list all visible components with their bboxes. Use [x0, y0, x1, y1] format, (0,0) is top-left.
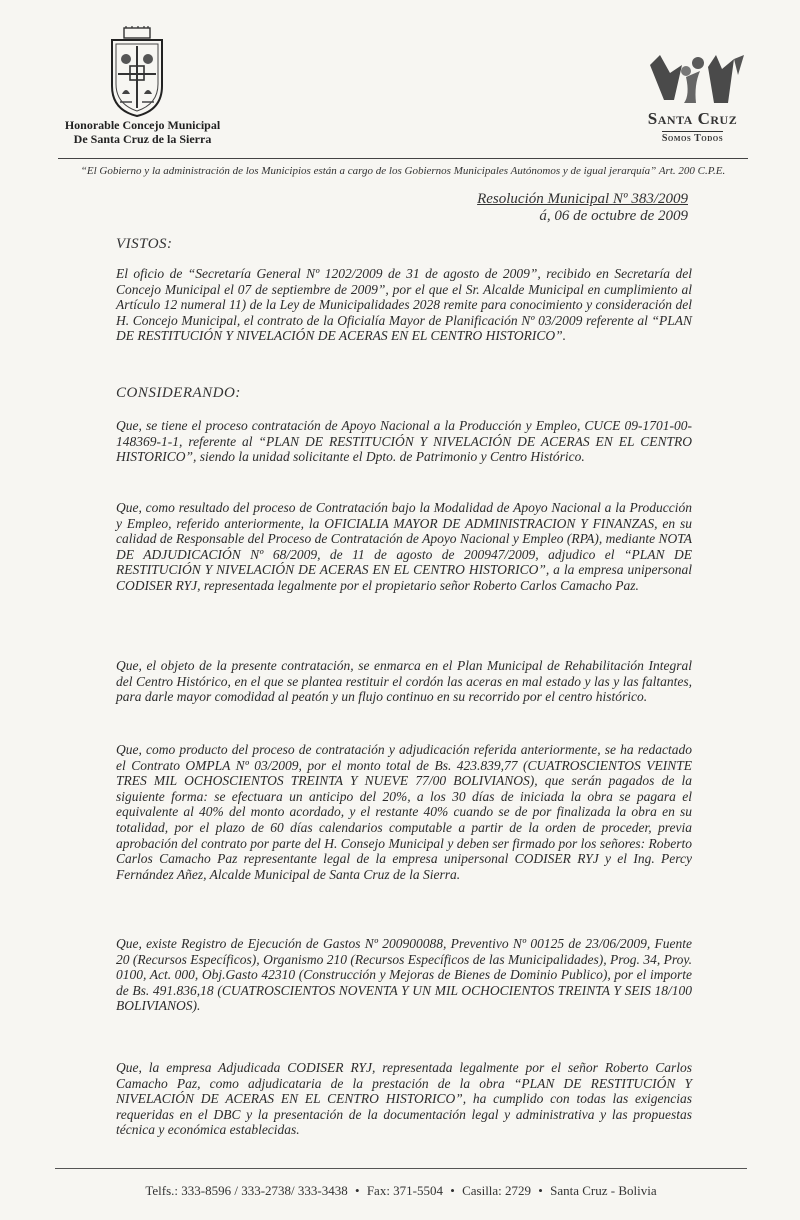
footer-separator: • [538, 1183, 543, 1198]
logo-name: Santa Cruz [647, 109, 738, 128]
council-name-line2: De Santa Cruz de la Sierra [73, 132, 212, 146]
paragraph-text: Que, como producto del proceso de contratación y adjudicación referida anteriormente, se ha redactado el Contrato OMPLA Nº 03/2009, por el monto total de Bs. 423.839,77 (CUATROSCIENTOS VEINTE TRES MIL OCHOSCIENTOS TREINTA Y NUEVE 77/00 BOLIVIANOS), que serán pagados de la siguiente forma: se efectuara un anticipo del 20%, a los 30 días de iniciada la obra se pagara el equivalente al 40% del monto acordado, y el restante 40% cuando se de por finalizada la obra en su totalidad, por el plazo de 60 días calendarios computable a partir de la orden de proceder, previa aprobación del contrato por parte del H. Consejo Municipal y deben ser firmado por los señores: Roberto Carlos Camacho Paz representante legal de la empresa unipersonal CODISER RYJ y el Ing. Percy Fernández Añez, Alcalde Municipal de Santa Cruz de la Sierra. [116, 742, 692, 882]
footer-contact [55, 1183, 747, 1199]
considerando-paragraph-3 [116, 658, 692, 705]
resolution-date: á, 06 de octubre de 2009 [539, 208, 688, 224]
logo-slogan: Somos Todos [661, 133, 724, 144]
vistos-text: El oficio de “Secretaría General Nº 1202/2009 de 31 de agosto de 2009”, recibido en Secretaría del Concejo Municipal el 07 de septiembre de 2009”, por el que el Sr. Alcalde Municipal en cumplimiento al Artículo 12 numeral 11) de la Ley de Municipalidades 2028 remite para conocimiento y consideración del H. Concejo Municipal, el contrato de la Oficialía Mayor de Planificación Nº 03/2009 referente al “PLAN DE RESTITUCIÓN Y NIVELACIÓN DE ACERAS EN EL CENTRO HISTORICO”. [116, 266, 692, 344]
paragraph-text: Que, la empresa Adjudicada CODISER RYJ, representada legalmente por el señor Roberto Carlos Camacho Paz, como adjudicataria de la prestación de la obra “PLAN DE RESTITUCIÓN Y NIVELACIÓN DE ACERAS EN EL CENTRO HISTORICO”, ha cumplido con todas las exigencias requeridas en el DBC y la presentación de la documentación legal y administrativa y las propuestas técnica y económica establecidas. [116, 1060, 692, 1138]
paragraph-text: Que, existe Registro de Ejecución de Gastos Nº 200900088, Preventivo Nº 00125 de 23/06/2009, Fuente 20 (Recursos Específicos), Organismo 210 (Recursos Específicos de las Municipalidades), Prog. 34, Proy. 0100, Act. 000, Obj.Gasto 42310 (Construcción y Mejoras de Bienes de Dominio Publico), por el importe de Bs. 491.836,18 (CUATROSCIENTOS NOVENTA Y UN MIL OCHOCIENTOS TREINTA Y SEIS 18/100 BOLIVIANOS). [116, 936, 692, 1014]
considerando-paragraph-2 [116, 500, 692, 594]
council-name [50, 118, 235, 146]
header-divider [58, 158, 748, 159]
considerando-paragraph-1 [116, 418, 692, 465]
constitution-quote: “El Gobierno y la administración de los Municipios están a cargo de los Gobiernos Municipales Autónomos y de igual jerarquía” Art. 200 C.P.E. [80, 165, 726, 177]
considerando-paragraph-6 [116, 1060, 692, 1138]
considerando-heading: CONSIDERANDO: [116, 385, 241, 401]
footer-separator: • [450, 1183, 455, 1198]
vistos-heading: VISTOS: [116, 236, 173, 252]
considerando-paragraph-5 [116, 936, 692, 1014]
vistos-paragraph [116, 266, 692, 344]
resolution-title: Resolución Municipal Nº 383/2009 [477, 191, 688, 207]
paragraph-text: Que, el objeto de la presente contratación, se enmarca en el Plan Municipal de Rehabilitación Integral del Centro Histórico, en el que se plantea restituir el cordón las aceras en mal estado y las y las faltantes, para darle mayor comodidad al peatón y un flujo continuo en su recorrido por el centro histórico. [116, 658, 692, 705]
considerando-paragraph-4 [116, 742, 692, 882]
footer-fax: Fax: 371-5504 [366, 1183, 444, 1198]
footer-city: Santa Cruz - Bolivia [550, 1183, 657, 1198]
footer-separator: • [355, 1183, 360, 1198]
paragraph-text: Que, como resultado del proceso de Contratación bajo la Modalidad de Apoyo Nacional a la Producción y Empleo, referido anteriormente, la OFICIALIA MAYOR DE ADMINISTRACION Y FINANZAS, en su calidad de Responsable del Proceso de Contratación de Apoyo Nacional y Empleo (RPA), mediante NOTA DE ADJUDICACIÓN Nº 68/2009, de 11 de agosto de 200947/2009, adjudico el “PLAN DE RESTITUCIÓN Y NIVELACIÓN DE ACERAS EN EL CENTRO HISTORICO”, a la empresa unipersonal CODISER RYJ, representada legalmente por el propietario señor Roberto Carlos Camacho Paz. [116, 500, 692, 593]
santa-cruz-logo-text [630, 110, 755, 146]
footer-divider [55, 1168, 747, 1169]
council-name-line1: Honorable Concejo Municipal [64, 118, 221, 132]
footer-phones: Telfs.: 333-8596 / 333-2738/ 333-3438 [145, 1183, 348, 1198]
paragraph-text: Que, se tiene el proceso contratación de Apoyo Nacional a la Producción y Empleo, CUCE 09-1701-00-148369-1-1, referente al “PLAN DE RESTITUCIÓN Y NIVELACIÓN DE ACERAS EN EL CENTRO HISTORICO”, siendo la unidad solicitante el Dpto. de Patrimonio y Centro Histórico. [116, 418, 692, 465]
footer-casilla: Casilla: 2729 [462, 1183, 532, 1198]
coat-of-arms-icon [108, 26, 166, 118]
